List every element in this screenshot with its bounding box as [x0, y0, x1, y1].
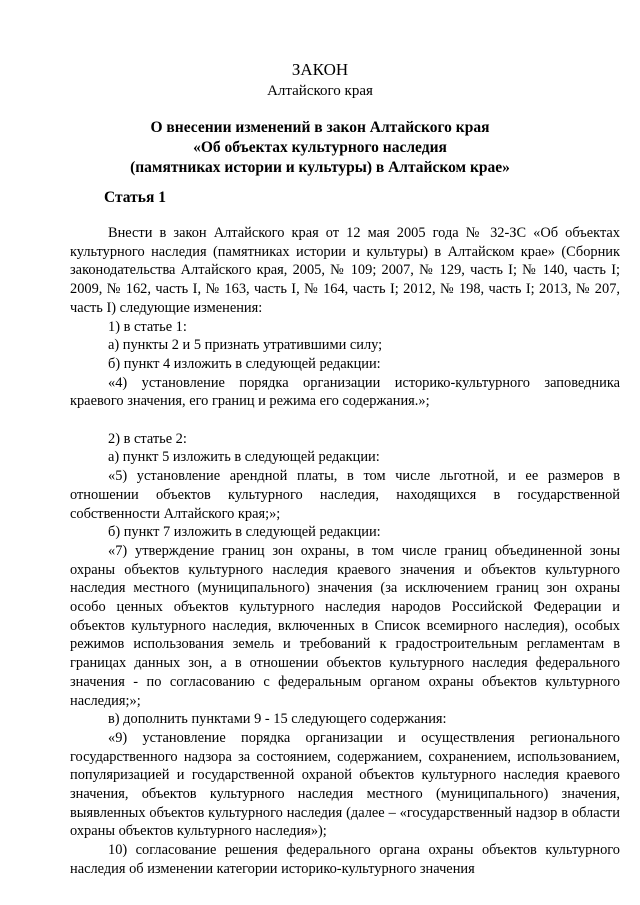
list-item: б) пункт 7 изложить в следующей редакции: [108, 524, 381, 541]
list-item: а) пункт 5 изложить в следующей редакции: [108, 449, 380, 466]
quoted-amendment: 10) согласование решения федерального органа охраны объектов культурного наследия об изменении категории историко-культурного значения [70, 842, 620, 877]
list-item: в) дополнить пунктами 9 - 15 следующего содержания: [108, 711, 447, 728]
law-name-line: «Об объектах культурного наследия [193, 139, 447, 156]
quoted-amendment: «9) установление порядка организации и осуществления регионального государственного надзора за состоянием, содержанием, сохранением, использованием, популяризацией и государственной охраной объектов культурного наследия краевого значения, объектов культурного наследия местного (муниципального) значения, выявленных объектов культурного наследия (далее – «государственный надзор в области охраны объектов культурного наследия»); [70, 729, 620, 840]
list-item: а) пункты 2 и 5 признать утратившими силу; [108, 337, 383, 354]
region-subtitle: Алтайского края [267, 83, 373, 99]
quoted-amendment: «4) установление порядка организации историко-культурного заповедника краевого значения, его границ и режима его содержания.»; [70, 374, 620, 410]
law-name [0, 118, 640, 178]
law-name-line: (памятниках истории и культуры) в Алтайском крае» [130, 159, 510, 176]
law-title: ЗАКОН [291, 60, 349, 79]
quoted-amendment: «7) утверждение границ зон охраны, в том числе границ объединенной зоны охраны объектов культурного наследия краевого значения и объектов культурного наследия местного (муниципального) значения (за исключением границ зон охраны особо ценных объектов культурного наследия народов Российской Федерации и объектов культурного наследия, включенных в Список всемирного наследия), особых режимов использования земель и требований к градостроительным регламентам в границах данных зон, а в отношении объектов культурного наследия федерального значения - по согласованию с федеральным органом охраны объектов культурного наследия;»; [70, 542, 620, 709]
intro-paragraph: Внести в закон Алтайского края от 12 мая 2005 года № 32-ЗС «Об объектах культурного наследия (памятниках истории и культуры) в Алтайском крае» (Сборник законодательства Алтайского края, 2005, № 109; 2007, № 129, часть I; № 140, часть I; 2009, № 162, часть I, № 163, часть I, № 164, часть I; 2012, № 198, часть I; 2013, № 207, часть I) следующие изменения: [70, 225, 620, 316]
article-heading: Статья 1 [104, 189, 166, 206]
article-body [70, 224, 620, 879]
quoted-amendment: «5) установление арендной платы, в том числе льготной, и ее размеров в отношении объектов культурного наследия, находящихся в государственной собственности Алтайского края;»; [70, 468, 620, 522]
list-item: б) пункт 4 изложить в следующей редакции: [108, 355, 381, 372]
list-item: 1) в статье 1: [108, 318, 187, 335]
law-name-line: О внесении изменений в закон Алтайского края [150, 119, 490, 136]
list-item: 2) в статье 2: [108, 430, 187, 447]
